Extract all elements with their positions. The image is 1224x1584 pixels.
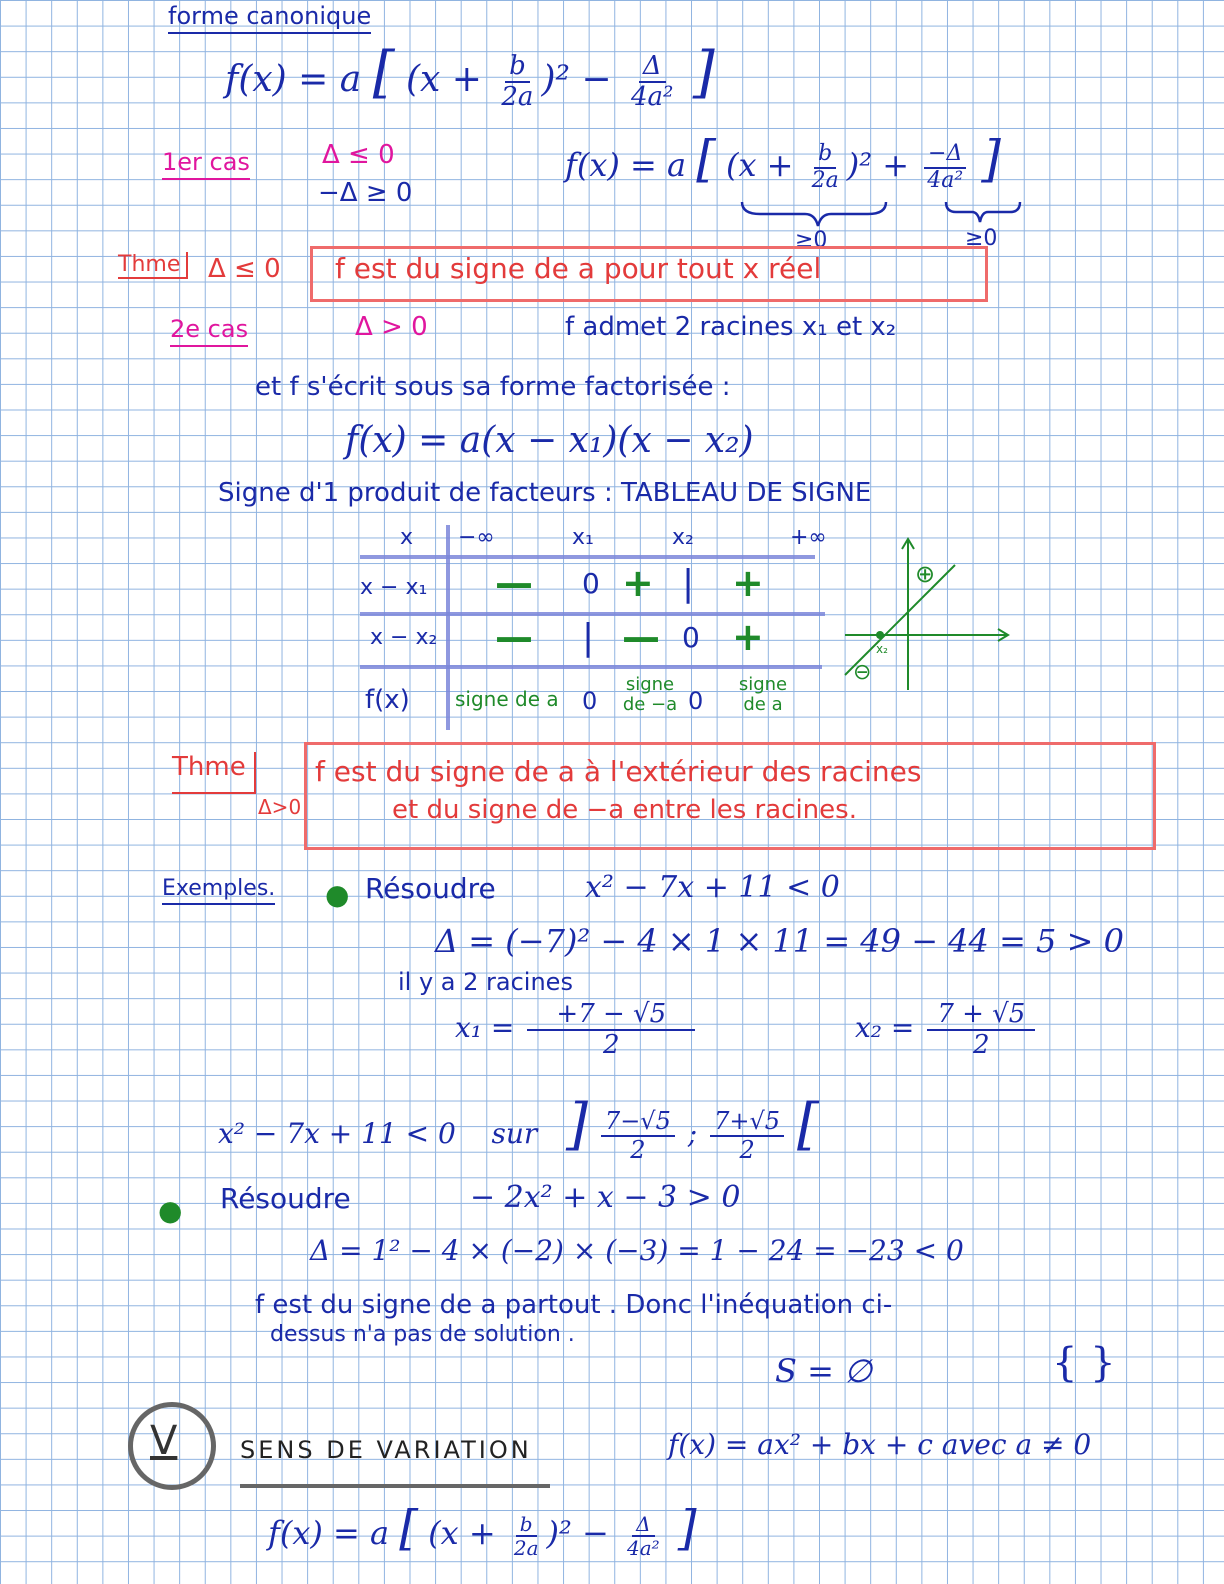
case2-text2: et f s'écrit sous sa forme factorisée : bbox=[255, 372, 731, 402]
st-header-x2: x₂ bbox=[672, 525, 694, 550]
sign-table-hline-3 bbox=[360, 665, 822, 669]
st-row2-c5: + bbox=[732, 615, 764, 659]
ex1-sol-left-den: 2 bbox=[630, 1135, 646, 1164]
ex1-x1-den: 2 bbox=[603, 1029, 620, 1060]
st-row2-c2: | bbox=[582, 617, 595, 658]
st-header-x: x bbox=[400, 525, 414, 550]
canonical-den-4a2: 4a² bbox=[630, 82, 674, 112]
ex2-bullet: ● bbox=[158, 1194, 183, 1227]
sign-table bbox=[360, 525, 830, 735]
section5-num-b: b bbox=[516, 1513, 537, 1537]
st-header-minus-inf: −∞ bbox=[458, 525, 495, 550]
case1-minus-delta: −Δ bbox=[924, 142, 966, 168]
st-row3-c3: signe de −a bbox=[622, 674, 678, 715]
st-row2-c1: — bbox=[495, 615, 533, 659]
st-row2-label: x − x₂ bbox=[370, 625, 438, 650]
canonical-formula-lead: f(x) = a bbox=[225, 59, 362, 100]
st-row2-c4: 0 bbox=[682, 621, 700, 654]
section5-den-2a: 2a bbox=[513, 1535, 539, 1560]
ex1-delta: Δ = (−7)² − 4 × 1 × 11 = 49 − 44 = 5 > 0 bbox=[435, 922, 1124, 960]
ex1-x1 bbox=[455, 1000, 699, 1059]
theorem1-cond: Δ ≤ 0 bbox=[208, 254, 281, 284]
st-row1-label: x − x₁ bbox=[360, 575, 428, 600]
ex2-text1: f est du signe de a partout . Donc l'inéquation ci- bbox=[255, 1290, 893, 1320]
ex1-title: Résoudre bbox=[365, 872, 496, 905]
ex1-sol-right-num: 7+√5 bbox=[710, 1108, 784, 1136]
ex1-inequality: x² − 7x + 11 < 0 bbox=[585, 870, 840, 905]
ex1-bullet: ● bbox=[325, 878, 350, 911]
theorem2-line2: et du signe de −a entre les racines. bbox=[392, 795, 857, 825]
case1-den-2a: 2a bbox=[811, 167, 839, 193]
case1-cond2: −Δ ≥ 0 bbox=[318, 178, 413, 208]
heading-forme-canonique: forme canonique bbox=[168, 2, 371, 34]
section5-def: f(x) = ax² + bx + c avec a ≠ 0 bbox=[668, 1428, 1092, 1461]
ex1-solution: x² − 7x + 11 < 0 sur ] $\frac{7-√5}{2}$ ; $\frac{7+√5}{2}$ [ bbox=[218, 1092, 819, 1164]
ex2-text2: dessus n'a pas de solution . bbox=[270, 1322, 575, 1347]
case1-ge0-right: ≥0 bbox=[965, 226, 998, 251]
ex1-sol-right-den: 2 bbox=[739, 1135, 755, 1164]
graph-minus-icon: ⊖ bbox=[853, 660, 872, 685]
case1-label: 1er cas bbox=[162, 148, 250, 180]
ex2-inequality: − 2x² + x − 3 > 0 bbox=[470, 1180, 741, 1215]
st-header-x1: x₁ bbox=[572, 525, 594, 550]
sign-table-heading: Signe d'1 produit de facteurs : TABLEAU DE SIGNE bbox=[218, 478, 872, 508]
case1-formula: f(x) = a [ (x + $\frac{b}{2a}$ )² + $\frac{-\Delta}{\text{4a²}}$ ] bbox=[565, 130, 1001, 193]
graph-root-label: x₂ bbox=[876, 642, 888, 656]
st-row1-c1: — bbox=[495, 561, 533, 605]
case2-text1: f admet 2 racines x₁ et x₂ bbox=[565, 312, 897, 342]
ex2-delta: Δ = 1² − 4 × (−2) × (−3) = 1 − 24 = −23 < 0 bbox=[310, 1234, 964, 1267]
case1-num-b: b bbox=[814, 142, 836, 168]
canonical-delta: Δ bbox=[639, 52, 666, 83]
st-row3-label: f(x) bbox=[365, 685, 410, 715]
st-row1-c4: | bbox=[682, 563, 695, 604]
ex1-x2 bbox=[855, 1000, 1039, 1059]
canonical-formula: f(x) = a [ (x + $\frac{b}{2a}$ )² − $\frac{\Delta}{\text{4a²}}$ ] bbox=[225, 40, 715, 112]
case2-formula: f(x) = a(x − x₁)(x − x₂) bbox=[345, 420, 754, 461]
ex1-x2-lead: x₂ = bbox=[855, 1011, 915, 1045]
case1-formula-lead: f(x) = a bbox=[565, 146, 687, 184]
sign-table-hline-1 bbox=[360, 555, 815, 559]
ex1-x2-num: 7 + √5 bbox=[927, 1000, 1035, 1031]
canonical-num-b: b bbox=[505, 52, 530, 83]
section5-numeral: V bbox=[150, 1418, 178, 1464]
ex1-x1-lead: x₁ = bbox=[455, 1011, 515, 1045]
section5-title: SENS DE VARIATION bbox=[240, 1436, 532, 1464]
section5-formula: f(x) = a [ (x + $\frac{b}{2a}$ )² − $\frac{\Delta}{\text{4a²}}$ ] bbox=[268, 1500, 697, 1560]
ex2-solution: S = ∅ bbox=[775, 1352, 872, 1390]
theorem2-cond: Δ>0 bbox=[258, 795, 302, 819]
examples-label: Exemples. bbox=[162, 876, 275, 905]
theorem2-line1: f est du signe de a à l'extérieur des racines bbox=[315, 755, 922, 788]
case1-cond1: Δ ≤ 0 bbox=[322, 140, 395, 170]
case2-cond: Δ > 0 bbox=[355, 312, 428, 342]
section5-title-underline bbox=[240, 1484, 550, 1488]
case1-ge0-left: ≥0 bbox=[795, 228, 828, 253]
ex1-x2-den: 2 bbox=[973, 1029, 990, 1060]
case1-den-4a2: 4a² bbox=[927, 167, 964, 193]
ex2-title: Résoudre bbox=[220, 1182, 351, 1215]
section5-formula-lead: f(x) = a bbox=[268, 1514, 390, 1552]
ex1-solution-lead: x² − 7x + 11 < 0 sur bbox=[218, 1117, 538, 1150]
section5-den-4a2: 4a² bbox=[626, 1535, 660, 1560]
st-row2-c3: — bbox=[622, 615, 660, 659]
st-row3-c4: 0 bbox=[688, 687, 704, 715]
theorem2-label: Thme bbox=[172, 752, 256, 794]
section5-delta: Δ bbox=[632, 1513, 654, 1537]
st-row1-c5: + bbox=[732, 561, 764, 605]
ex1-sol-left-num: 7−√5 bbox=[601, 1108, 675, 1136]
graph-plus-icon: ⊕ bbox=[915, 560, 936, 588]
case2-label: 2e cas bbox=[170, 315, 248, 347]
canonical-den-2a: 2a bbox=[501, 82, 534, 112]
theorem1-label: Thme bbox=[118, 252, 188, 279]
st-row1-c2: 0 bbox=[582, 567, 600, 600]
st-row3-c1: signe de a bbox=[455, 687, 559, 711]
st-header-plus-inf: +∞ bbox=[790, 525, 827, 550]
ex1-x1-num: +7 − √5 bbox=[527, 1000, 695, 1031]
st-row1-c3: + bbox=[622, 561, 654, 605]
st-row3-c2: 0 bbox=[582, 687, 598, 715]
theorem1-text: f est du signe de a pour tout x réel bbox=[335, 252, 822, 285]
sign-table-vline bbox=[446, 525, 450, 730]
st-row3-c5: signe de a bbox=[738, 674, 788, 715]
ex2-braces: { } bbox=[1052, 1340, 1116, 1386]
ex1-roots-text: il y a 2 racines bbox=[398, 968, 573, 996]
